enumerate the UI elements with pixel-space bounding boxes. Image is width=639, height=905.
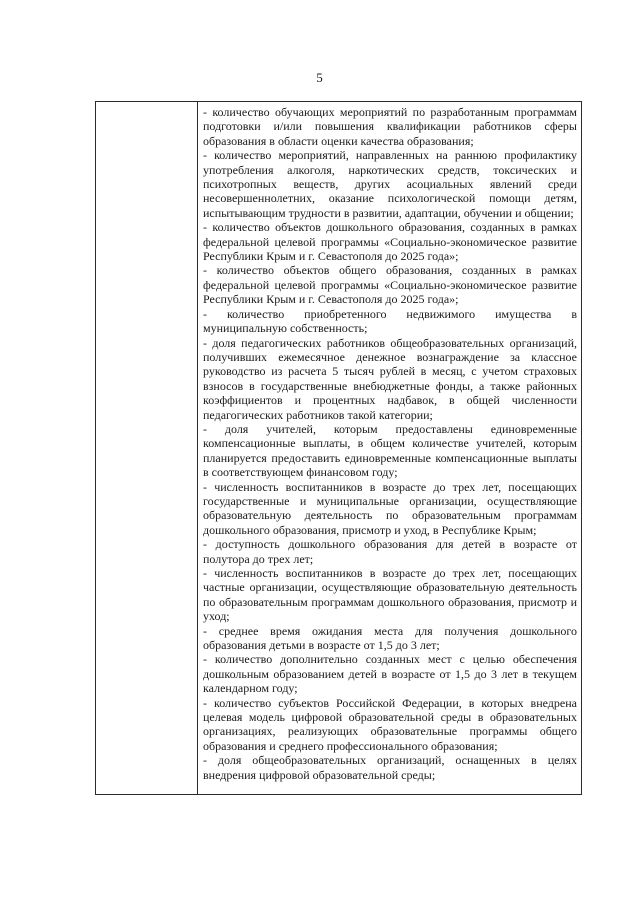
indicator-item: - численность воспитанников в возрасте до трех лет, посещающих государственные и муниципальные организации, осуществляющие образовательную деятельность по образовательным программам дошкольного образования, присмотр и уход, в Республике Крым;	[203, 479, 577, 537]
indicator-item: - доля педагогических работников общеобразовательных организаций, получивших ежемесячное денежное вознаграждение за классное руководство из расчета 5 тысяч рублей в месяц, с учетом страховых взносов в государственные внебюджетные фонды, а также районных коэффициентов и процентных надбавок, в общей численности педагогических работников такой категории;	[203, 335, 577, 422]
indicator-item: - количество приобретенного недвижимого имущества в муниципальную собственность;	[203, 306, 577, 336]
indicator-item: - доля общеобразовательных организаций, оснащенных в целях внедрения цифровой образовательной среды;	[203, 753, 577, 782]
indicator-item: - количество объектов дошкольного образования, созданных в рамках федеральной целевой программы «Социально-экономическое развитие Республики Крым и г. Севастополя до 2025 года»;	[203, 220, 577, 264]
page-number: 5	[316, 70, 323, 85]
indicator-item: - численность воспитанников в возрасте до трех лет, посещающих частные организации, осуществляющие образовательную деятельность по образовательным программам дошкольного образования, присмотр и уход;	[203, 566, 577, 624]
indicator-item: - количество мероприятий, направленных на раннюю профилактику употребления алкоголя, наркотических средств, токсических и психотропных веществ, других асоциальных явлений среди несовершеннолетних, оказание психологической помощи детям, испытывающим трудности в развитии, адаптации, обучении и общении;	[203, 148, 577, 220]
indicators-table	[95, 101, 582, 795]
indicator-item: - количество обучающих мероприятий по разработанным программам подготовки и/или повышения квалификации работников сферы образования в области оценки качества образования;	[203, 105, 577, 148]
indicator-item: - количество объектов общего образования, созданных в рамках федеральной целевой программы «Социально-экономическое развитие Республики Крым и г. Севастополя до 2025 года»;	[203, 263, 577, 307]
indicator-item: - среднее время ожидания места для получения дошкольного образования детьми в возрасте от 1,5 до 3 лет;	[203, 623, 577, 653]
indicator-item: - количество субъектов Российской Федерации, в которых внедрена целевая модель цифровой образовательной среды в образовательных организациях, реализующих образовательные программы общего образования и среднего профессионального образования;	[203, 695, 577, 753]
table-left-column	[96, 102, 198, 794]
indicator-item: - количество дополнительно созданных мест с целью обеспечения дошкольным образованием детей в возрасте от 1,5 до 3 лет в текущем календарном году;	[203, 652, 577, 696]
table-right-column	[198, 102, 581, 794]
indicator-item: - доступность дошкольного образования для детей в возрасте от полутора до трех лет;	[203, 537, 577, 566]
indicator-item: - доля учителей, которым предоставлены единовременные компенсационные выплаты, в общем количестве учителей, которым планируется предоставить единовременные компенсационные выплаты в соответствующем финансовом году;	[203, 421, 577, 480]
